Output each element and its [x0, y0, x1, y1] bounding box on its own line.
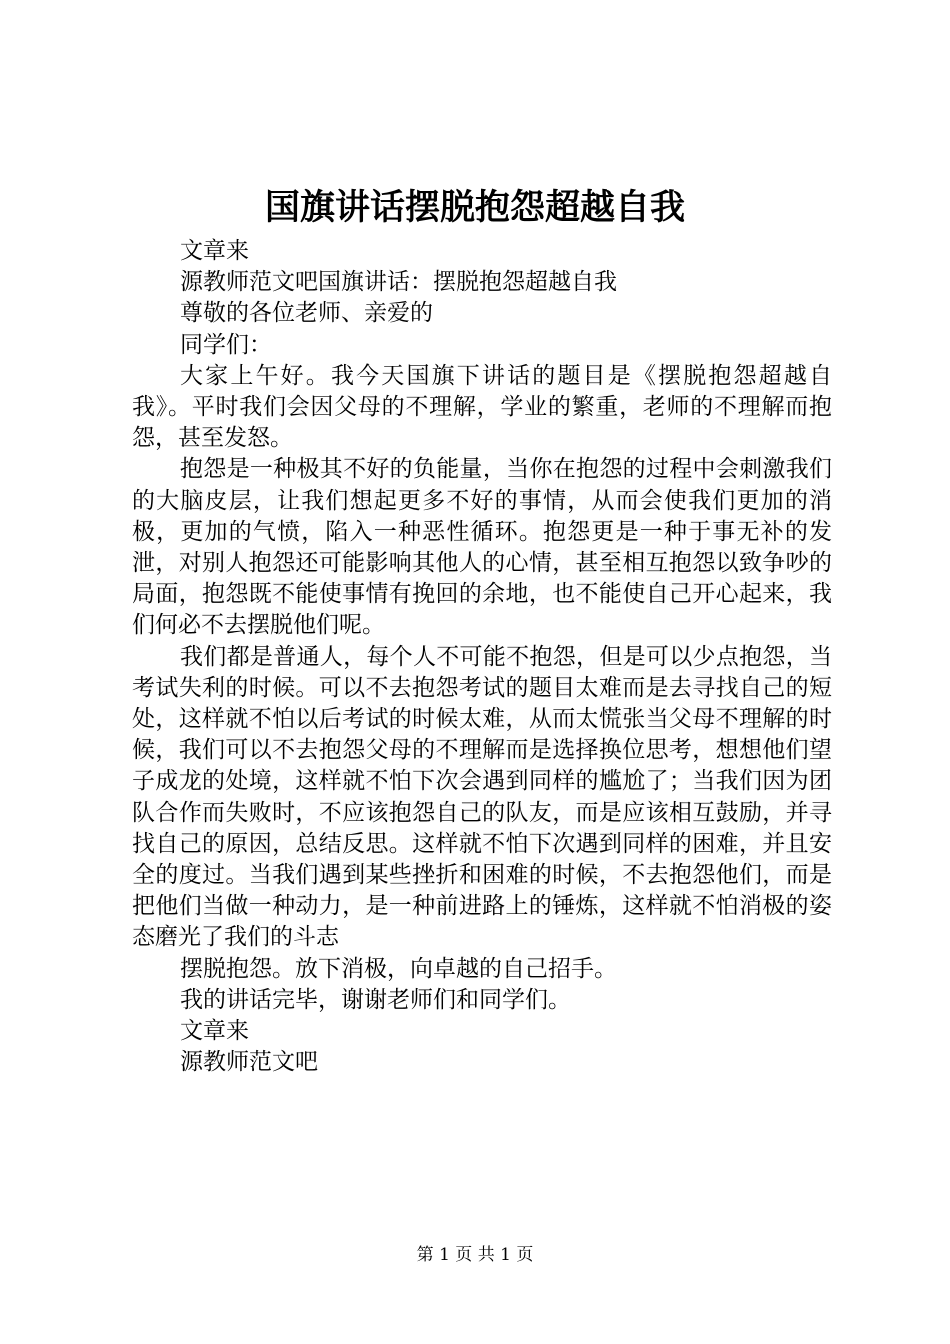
body-paragraph: 抱怨是一种极其不好的负能量，当你在抱怨的过程中会刺激我们的大脑皮层，让我们想起更多不好的事情，从而会使我们更加的消极，更加的气愤，陷入一种恶性循环。抱怨更是一种于事无补的发泄，对别人抱怨还可能影响其他人的心情，甚至相互抱怨以致争吵的局面，抱怨既不能使事情有挽回的余地，也不能使自己开心起来，我们何必不去摆脱他们呢。 [132, 456, 832, 639]
intro-line: 文章来 [180, 238, 249, 264]
document-title: 国旗讲话摆脱抱怨超越自我 [264, 187, 685, 228]
intro-line: 同学们： [180, 331, 272, 358]
intro-line: 源教师范文吧国旗讲话：摆脱抱怨超越自我 [180, 269, 617, 296]
page-footer: 第 1 页 共 1 页 [416, 1245, 534, 1265]
document-body [132, 236, 832, 1078]
outro-line: 源教师范文吧 [180, 1049, 318, 1076]
outro-line: 文章来 [180, 1017, 249, 1044]
outro-line: 摆脱抱怨。放下消极，向卓越的自己招手。 [180, 955, 617, 982]
intro-line: 尊敬的各位老师、亲爱的 [180, 300, 433, 327]
body-paragraph: 大家上午好。我今天国旗下讲话的题目是《摆脱抱怨超越自我》。平时我们会因父母的不理解，学业的繁重，老师的不理解而抱怨，甚至发怒。 [132, 362, 832, 452]
body-paragraph: 我们都是普通人，每个人不可能不抱怨，但是可以少点抱怨，当考试失利的时候。可以不去抱怨考试的题目太难而是去寻找自己的短处，这样就不怕以后考试的时候太难，从而太慌张当父母不理解的时候，我们可以不去抱怨父母的不理解而是选择换位思考，想想他们望子成龙的处境，这样就不怕下次会遇到同样的尴尬了；当我们因为团队合作而失败时，不应该抱怨自己的队友，而是应该相互鼓励，并寻找自己的原因，总结反思。这样就不怕下次遇到同样的困难，并且安全的度过。当我们遇到某些挫折和困难的时候，不去抱怨他们，而是把他们当做一种动力，是一种前进路上的锤炼，这样就不怕消极的姿态磨光了我们的斗志 [132, 643, 832, 951]
outro-line: 我的讲话完毕，谢谢老师们和同学们。 [180, 986, 571, 1013]
